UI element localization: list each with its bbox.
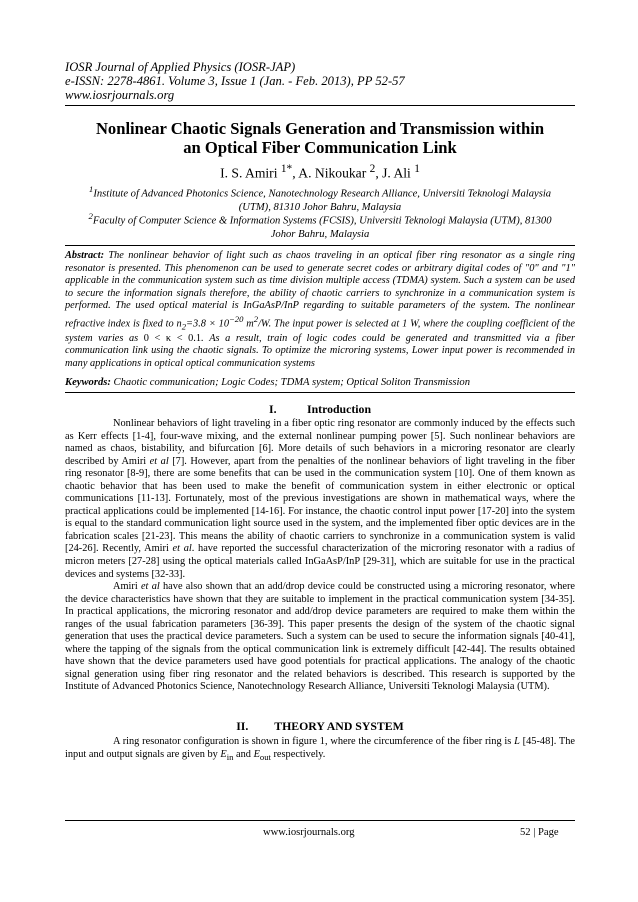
footer-website[interactable]: www.iosrjournals.org bbox=[263, 827, 355, 838]
paragraph-text: [7]. However, apart from the penalties of the nonlinear behaviors of light traveling in the fiber ring resonator [8-9], there are some benefits that can be used in the communication system [10]. One of them known as chaotic behavior that has been used to make the benefit of communication system in either electronic or optical communications [11-13]. Fortunately, most of the previous investigations are shown in mathematical ways, where the practical applications could be implemented [14-16]. For instance, the chaotic control input power [17-20] into the system is equal to the standard communication light source used in the system, and the implemented fiber optic devices are in the fabrication scales [21-23]. This means the ability of chaotic carriers to synchronize in a communication system is valid [24-26]. Recently, Amiri bbox=[65, 455, 575, 555]
et-al: et al bbox=[149, 455, 169, 467]
journal-issn: e-ISSN: 2278-4861. Volume 3, Issue 1 (Jan. - Feb. 2013), PP 52-57 bbox=[65, 74, 405, 89]
author-name: J. Ali bbox=[382, 165, 411, 181]
superscript: −20 bbox=[229, 313, 244, 324]
section-number: I. bbox=[268, 402, 277, 416]
theory-body bbox=[65, 736, 575, 763]
author-affiliation-mark: 2 bbox=[369, 163, 376, 175]
footer-divider bbox=[65, 820, 575, 821]
kappa-range: 0 < κ < 0.1 bbox=[143, 332, 202, 344]
superscript: 2 bbox=[253, 313, 259, 324]
keywords bbox=[65, 377, 575, 388]
affiliation-mark: 2 bbox=[88, 211, 93, 221]
paragraph bbox=[65, 418, 575, 581]
symbol-E: E bbox=[253, 748, 260, 760]
page-number: 52 | Page bbox=[520, 827, 559, 838]
author-affiliation-mark: 1 bbox=[414, 163, 420, 175]
affiliation-mark: 1 bbox=[88, 184, 94, 194]
author-name: A. Nikoukar bbox=[298, 165, 367, 181]
paragraph-text: . have reported the successful characterization of the microring resonator with a radius of micron meters [27-28] using the optical materials called InGaAsP/InP [29-31], which are suitable for use in the practical devices and systems [32-33]. bbox=[65, 543, 575, 580]
abstract bbox=[65, 250, 575, 370]
section-title: THEORY AND SYSTEM bbox=[274, 719, 404, 733]
symbol-L: L bbox=[514, 736, 520, 747]
paragraph bbox=[65, 581, 575, 694]
title-line-1: Nonlinear Chaotic Signals Generation and Transmission within bbox=[95, 119, 545, 138]
author-list: I. S. Amiri $^{1*}$, A. Nikoukar $^2$, J. Ali $^1$ bbox=[220, 163, 420, 181]
affiliation-2 bbox=[78, 210, 562, 242]
header-divider bbox=[65, 105, 575, 106]
paragraph-text: [45-48]. The input and output signals are given by bbox=[65, 736, 575, 760]
keywords-label: Keywords: bbox=[65, 377, 111, 388]
paragraph-text: respectively. bbox=[270, 748, 326, 760]
author-name: I. S. Amiri bbox=[220, 165, 278, 181]
abstract-text: =3.8 × 10 bbox=[186, 317, 229, 329]
section-title: Introduction bbox=[306, 402, 372, 416]
title-line-2: an Optical Fiber Communication Link bbox=[183, 138, 457, 157]
paragraph-text: and bbox=[233, 748, 254, 760]
affiliation-line: Faculty of Computer Science & Information Systems (FCSIS), Universiti Teknologi Malaysia (UTM), 81300 bbox=[92, 215, 552, 227]
journal-website[interactable]: www.iosrjournals.org bbox=[65, 88, 175, 103]
keywords-bottom-divider bbox=[65, 392, 575, 393]
paragraph-text: have also shown that an add/drop device could be constructed using a microring resonator, where the device characteristics have shown that they are suitable to implement in the practical communication system [34-35]. In practical applications, the microring resonator and add/drop device parameters are required to make them within the ranges of the usual fabrication parameters [36-39]. This paper presents the design of the system of the chaotic signal generation that uses the practical device parameters. Such a system can be used to secure the information signals [40-41], where the tapping of the signals from the optical communication link is extremely difficult [42-44]. The results obtained have shown that the device parameters used have good potentials for practical applications. The analogy of the chaotic signal generation using fiber ring resonator and the related behaviors is described. This research is supported by the Institute of Advanced Photonics Science, Nanotechnology Research Alliance, Universiti Teknologi Malaysia (UTM). bbox=[65, 581, 575, 693]
abstract-label: Abstract: bbox=[65, 250, 105, 261]
author-affiliation-mark: 1* bbox=[280, 163, 293, 175]
section-heading-theory bbox=[65, 719, 575, 734]
affiliation-line: Institute of Advanced Photonics Science, Nanotechnology Research Alliance, Universiti Teknologi Malaysia bbox=[93, 188, 552, 200]
paragraph-text: Amiri bbox=[113, 581, 141, 593]
affiliation-line: (UTM), 81310 Johor Bahru, Malaysia bbox=[238, 202, 402, 214]
paper-title bbox=[60, 119, 580, 157]
subscript: 2 bbox=[181, 321, 187, 331]
symbol-E: E bbox=[220, 748, 227, 760]
affiliation-line: Johor Bahru, Malaysia bbox=[270, 229, 370, 241]
abstract-top-divider bbox=[65, 245, 575, 246]
paragraph-text: Nonlinear behaviors of light traveling in a fiber optic ring resonator are commonly induced by the effects such as Kerr effects [1-4], four-wave mixing, and the external nonlinear pumping power [5]. Such nonlinear behaviors are named as chaos, bistability, and bifurcation [6]. More details of such behaviors in a microring resonator are clearly described by Amiri bbox=[65, 418, 575, 467]
section-number: II. bbox=[236, 719, 249, 733]
journal-name: IOSR Journal of Applied Physics (IOSR-JAP) bbox=[65, 60, 296, 74]
introduction-body bbox=[65, 418, 575, 694]
section-heading-introduction bbox=[65, 402, 575, 417]
abstract-text: The nonlinear behavior of light such as chaos traveling in an optical fiber ring resonator as a single ring resonator is presented. This phenomenon can be used to generate secret codes or arbitrary digital codes of "0" and "1" applicable in the communication system such as time division multiple access (TDMA) system. Such a system can be used to secure the information signals therefore, the ability of chaotic carriers to synchronize in a communication system is performed. The used optical material is InGaAsP/InP regarding to suitable parameters of the system. The nonlinear refractive index is fixed to n bbox=[65, 250, 575, 329]
abstract-text: m bbox=[243, 317, 254, 329]
journal-header bbox=[65, 60, 405, 103]
paragraph bbox=[65, 736, 575, 763]
et-al: et al bbox=[140, 581, 160, 593]
abstract-text: /W. The input power is selected at 1 W, where the coupling coefficient of the system varies as bbox=[65, 317, 575, 344]
keywords-text: Chaotic communication; Logic Codes; TDMA system; Optical Soliton Transmission bbox=[110, 377, 471, 388]
subscript: in bbox=[226, 751, 234, 762]
abstract-text: . As a result, train of logic codes could be generated and transmitted via a fiber communication link using the chaotic signals. To optimize the microring systems, Lower input power is recommended in many applications in optical optical communication systems bbox=[65, 332, 576, 369]
paragraph-text: A ring resonator configuration is shown in figure 1, where the circumference of the fiber ring is bbox=[113, 736, 515, 747]
subscript: out bbox=[259, 751, 271, 762]
et-al: et al bbox=[172, 543, 192, 555]
